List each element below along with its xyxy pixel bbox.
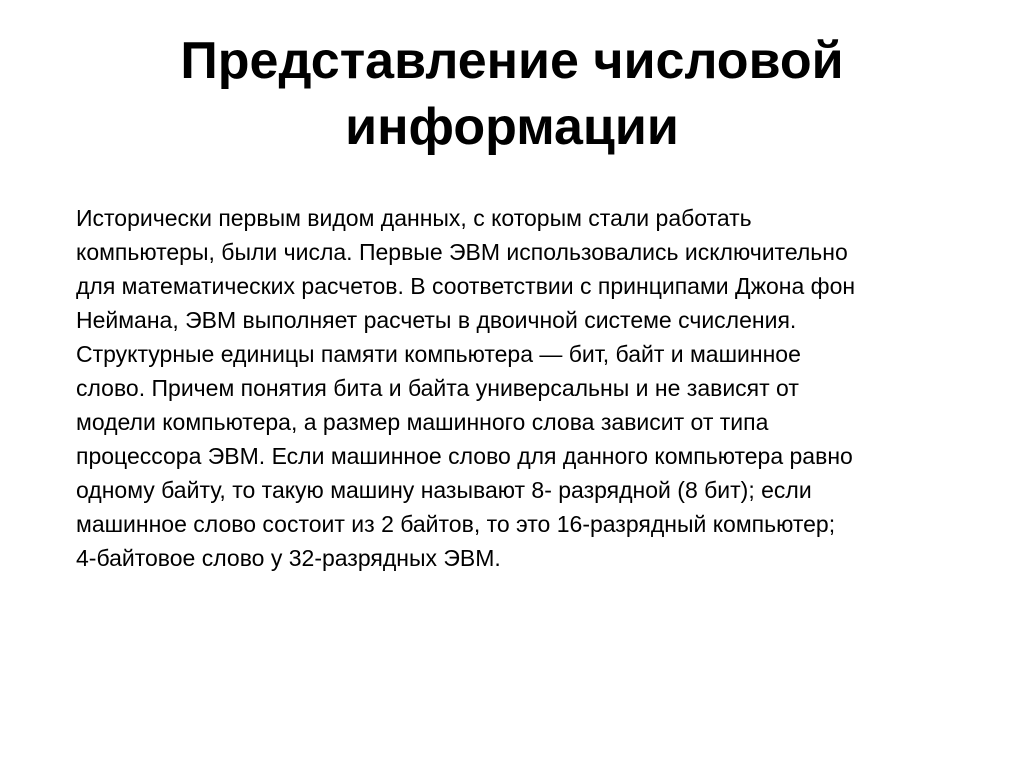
slide-body-text — [76, 201, 976, 575]
body-text-line: 4-байтовое слово у 32-разрядных ЭВМ. — [76, 545, 501, 571]
body-text-line: Структурные единицы памяти компьютера — бит, байт и машинное — [76, 341, 801, 367]
body-text-line: Неймана, ЭВМ выполняет расчеты в двоичной системе счисления. — [76, 307, 797, 333]
slide-title-line: информации — [345, 98, 679, 156]
body-text-line: Исторически первым видом данных, с которым стали работать — [76, 205, 752, 231]
slide-title — [60, 28, 964, 160]
body-text-line: одному байту, то такую машину называют 8- разрядной (8 бит); если — [76, 477, 812, 503]
body-text-line: для математических расчетов. В соответствии с принципами Джона фон — [76, 273, 856, 299]
slide-title-line: Представление числовой — [180, 32, 844, 90]
body-text-line: компьютеры, были числа. Первые ЭВМ использовались исключительно — [76, 239, 848, 265]
body-text-line: слово. Причем понятия бита и байта универсальны и не зависят от — [76, 375, 799, 401]
body-text-line: модели компьютера, а размер машинного слова зависит от типа — [76, 409, 769, 435]
body-text-line: процессора ЭВМ. Если машинное слово для данного компьютера равно — [76, 443, 853, 469]
body-text-line: машинное слово состоит из 2 байтов, то это 16-разрядный компьютер; — [76, 511, 836, 537]
